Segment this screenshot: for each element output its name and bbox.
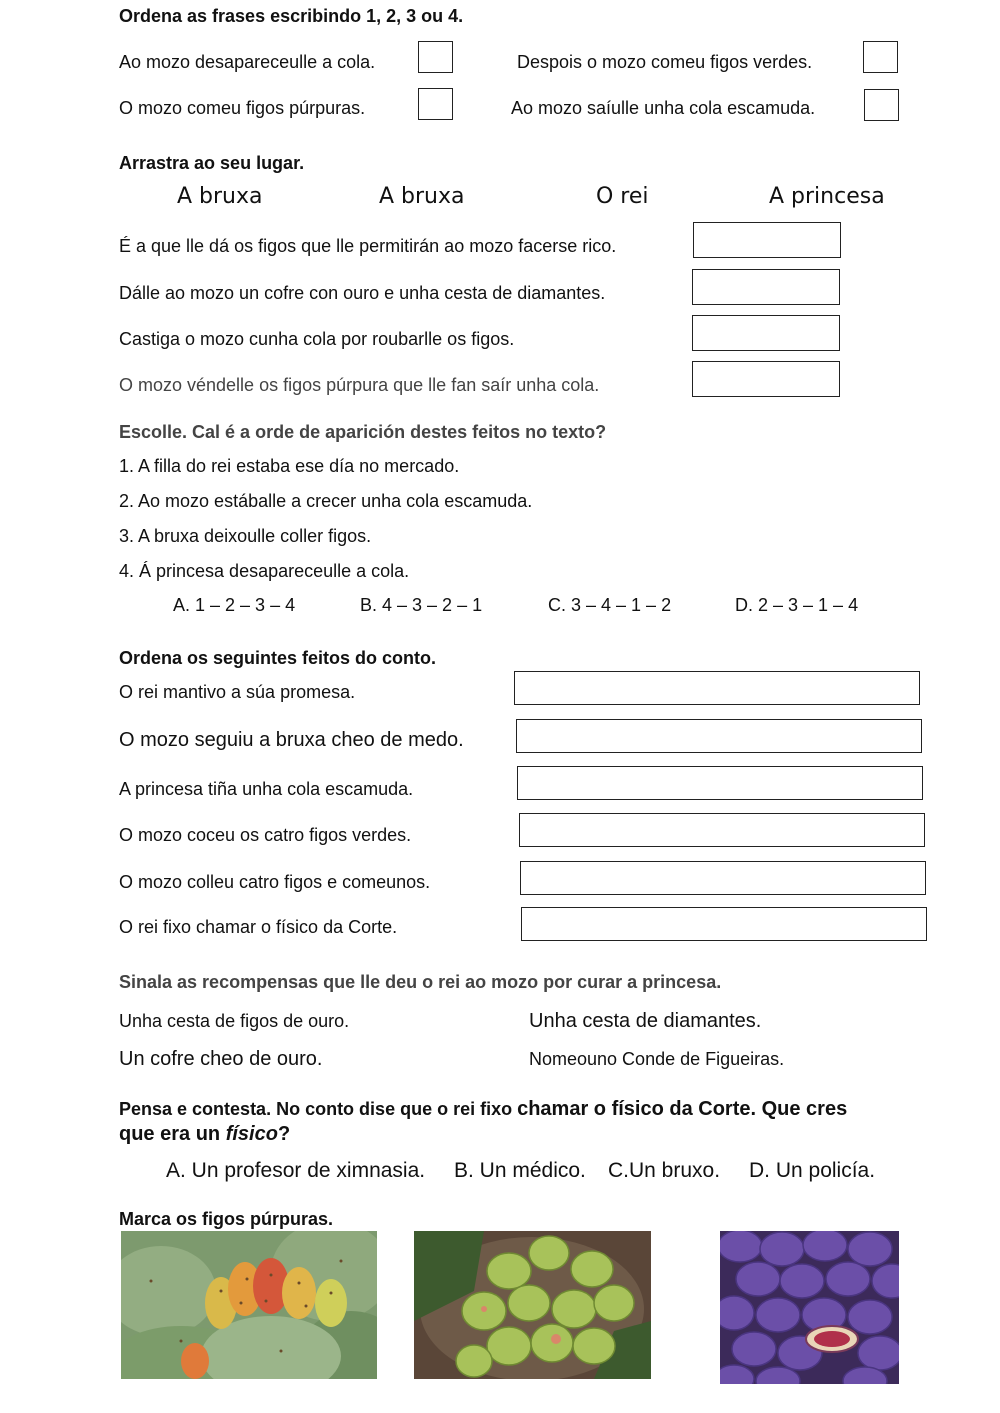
match-sentence-3: Castiga o mozo cunha cola por roubarlle os figos. bbox=[119, 329, 515, 349]
purple-figs-photo[interactable] bbox=[720, 1231, 899, 1384]
sequence-item-1: O rei mantivo a súa promesa. bbox=[119, 682, 356, 702]
event-item-4: 4. Á princesa desapareceulle a cola. bbox=[119, 561, 410, 581]
sequence-input-6[interactable] bbox=[521, 907, 927, 941]
order-input-2[interactable] bbox=[863, 41, 898, 73]
event-item-3: 3. A bruxa deixoulle coller figos. bbox=[119, 526, 372, 546]
section4-title: Ordena os seguintes feitos do conto. bbox=[119, 648, 437, 668]
sequence-item-6: O rei fixo chamar o físico da Corte. bbox=[119, 917, 398, 937]
drag-option-witch-2[interactable]: A bruxa bbox=[379, 184, 465, 209]
reward-option-4[interactable]: Nomeouno Conde de Figueiras. bbox=[529, 1049, 785, 1069]
choice-option-a[interactable]: A. 1 – 2 – 3 – 4 bbox=[173, 595, 296, 615]
drag-option-princess[interactable]: A princesa bbox=[769, 184, 885, 209]
section6-title-part-a: Pensa e contesta. No conto dise que o rei fixo bbox=[119, 1099, 518, 1119]
event-item-1: 1. A filla do rei estaba ese día no mercado. bbox=[119, 456, 460, 476]
choice-option-b[interactable]: B. 4 – 3 – 2 – 1 bbox=[360, 595, 483, 615]
drop-target-2[interactable] bbox=[692, 269, 840, 305]
match-sentence-1: É a que lle dá os figos que lle permitirán ao mozo facerse rico. bbox=[119, 236, 617, 256]
section3-title: Escolle. Cal é a orde de aparición destes feitos no texto? bbox=[119, 422, 607, 442]
sequence-item-5: O mozo colleu catro figos e comeunos. bbox=[119, 872, 431, 892]
section6-title-part-b: chamar o físico da Corte. Que cres bbox=[517, 1098, 848, 1120]
sequence-item-3: A princesa tiña unha cola escamuda. bbox=[119, 779, 414, 799]
drop-target-3[interactable] bbox=[692, 315, 840, 351]
section6-title-part-d: ? bbox=[277, 1123, 291, 1145]
sequence-item-4: O mozo coceu os catro figos verdes. bbox=[119, 825, 412, 845]
reward-option-2[interactable]: Unha cesta de diamantes. bbox=[529, 1010, 762, 1032]
section1-title: Ordena as frases escribindo 1, 2, 3 ou 4. bbox=[119, 6, 464, 26]
section6-title-line1 bbox=[119, 1098, 847, 1121]
order-input-1[interactable] bbox=[418, 41, 453, 73]
prickly-pear-photo[interactable] bbox=[121, 1231, 377, 1379]
answer-option-d[interactable]: D. Un policía. bbox=[749, 1159, 876, 1182]
section6-title-line2 bbox=[119, 1123, 290, 1146]
order-item-3: O mozo comeu figos púrpuras. bbox=[119, 98, 366, 118]
drop-target-1[interactable] bbox=[693, 222, 841, 258]
match-sentence-2: Dálle ao mozo un cofre con ouro e unha cesta de diamantes. bbox=[119, 283, 606, 303]
sequence-input-5[interactable] bbox=[520, 861, 926, 895]
sequence-input-1[interactable] bbox=[514, 671, 920, 705]
match-sentence-4: O mozo véndelle os figos púrpura que lle fan saír unha cola. bbox=[119, 375, 600, 395]
order-item-2: Despois o mozo comeu figos verdes. bbox=[517, 52, 813, 72]
event-item-2: 2. Ao mozo estáballe a crecer unha cola escamuda. bbox=[119, 491, 533, 511]
section6-title-emphasis: físico bbox=[225, 1123, 278, 1145]
drag-option-witch-1[interactable]: A bruxa bbox=[177, 184, 263, 209]
green-figs-photo[interactable] bbox=[414, 1231, 651, 1379]
reward-option-3[interactable]: Un cofre cheo de ouro. bbox=[119, 1048, 323, 1070]
drag-option-king[interactable]: O rei bbox=[596, 184, 649, 209]
order-item-1: Ao mozo desapareceulle a cola. bbox=[119, 52, 376, 72]
sequence-input-4[interactable] bbox=[519, 813, 925, 847]
sequence-item-2: O mozo seguiu a bruxa cheo de medo. bbox=[119, 729, 464, 751]
answer-option-a[interactable]: A. Un profesor de ximnasia. bbox=[166, 1159, 426, 1182]
choice-option-d[interactable]: D. 2 – 3 – 1 – 4 bbox=[735, 595, 859, 615]
drop-target-4[interactable] bbox=[692, 361, 840, 397]
order-input-3[interactable] bbox=[418, 88, 453, 120]
section5-title: Sinala as recompensas que lle deu o rei ao mozo por curar a princesa. bbox=[119, 972, 722, 992]
order-input-4[interactable] bbox=[864, 89, 899, 121]
answer-option-c[interactable]: C.Un bruxo. bbox=[608, 1159, 721, 1182]
reward-option-1[interactable]: Unha cesta de figos de ouro. bbox=[119, 1011, 350, 1031]
sequence-input-3[interactable] bbox=[517, 766, 923, 800]
section6-title-part-c: que era un bbox=[119, 1123, 226, 1145]
answer-option-b[interactable]: B. Un médico. bbox=[454, 1159, 586, 1182]
sequence-input-2[interactable] bbox=[516, 719, 922, 753]
order-item-4: Ao mozo saíulle unha cola escamuda. bbox=[511, 98, 816, 118]
section2-title: Arrastra ao seu lugar. bbox=[119, 153, 305, 173]
choice-option-c[interactable]: C. 3 – 4 – 1 – 2 bbox=[548, 595, 672, 615]
section7-title: Marca os figos púrpuras. bbox=[119, 1209, 334, 1229]
